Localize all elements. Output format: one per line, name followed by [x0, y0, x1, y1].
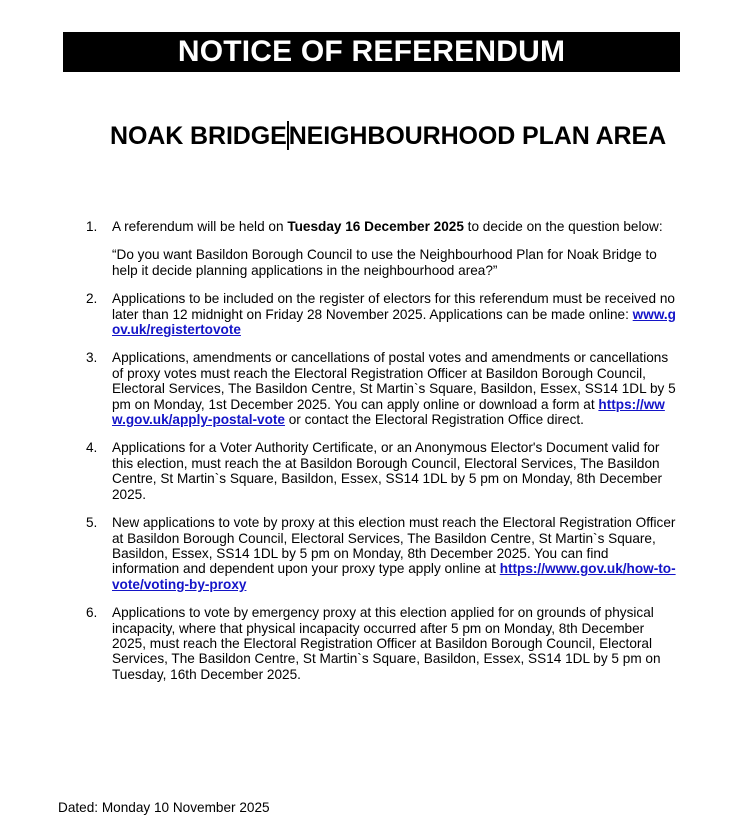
list-item — [86, 350, 678, 427]
item-text-lead: A referendum will be held on — [112, 219, 288, 234]
page-title — [110, 121, 666, 152]
referendum-date: Tuesday 16 December 2025 — [287, 219, 464, 234]
list-item — [86, 515, 678, 592]
item-text-lead: Applications, amendments or cancellations of postal votes and amendments or cancellations of proxy votes must reach the Electoral Registration Officer at Basildon Borough Council, Electoral Services, The Basildon Centre, St Martin`s Square, Basildon, Essex, SS14 1DL by 5 pm on Monday, 1st December 2025. You can apply online or download a form at — [112, 350, 676, 412]
list-item-text — [112, 605, 678, 682]
item-text-tail: to decide on the question below: — [463, 219, 663, 234]
list-item-number: 1. — [86, 219, 98, 234]
list-item-text — [112, 291, 678, 337]
item-text-lead: Applications to be included on the register of electors for this referendum must be received no later than 12 midnight on Friday 28 November 2025. Applications can be made online: — [112, 291, 675, 322]
banner-title: NOTICE OF REFERENDUM — [177, 35, 566, 68]
list-item-number: 5. — [86, 515, 98, 531]
list-item — [86, 219, 678, 278]
voting-by-proxy-link[interactable]: https://www.gov.uk/how-to-vote/voting-by-proxy — [112, 561, 676, 592]
list-item — [86, 440, 678, 502]
item-text-lead: Applications for a Voter Authority Certificate, or an Anonymous Elector's Document valid for this election, must reach the at Basildon Borough Council, Electoral Services, The Basildon Centre, St Martin`s Square, Basildon, Essex, SS14 1DL by 5 pm on Monday, 8th December 2025. — [112, 440, 663, 502]
item-text-tail: or contact the Electoral Registration Office direct. — [284, 412, 584, 428]
notice-items-list — [86, 219, 678, 682]
apply-postal-vote-link[interactable]: https://www.gov.uk/apply-postal-vote — [112, 396, 665, 428]
list-item-text — [112, 515, 678, 592]
referendum-question-quote: “Do you want Basildon Borough Council to use the Neighbourhood Plan for Noak Bridge to help it decide planning applications in the neighbourhood area?” — [112, 247, 657, 278]
list-item — [86, 605, 678, 682]
list-item-text — [112, 440, 678, 502]
register-to-vote-link[interactable]: www.gov.uk/registertovote — [112, 306, 676, 338]
page-title-part-one: NOAK BRIDGE — [110, 122, 287, 150]
list-item-number: 2. — [86, 291, 98, 307]
list-item-number: 4. — [86, 440, 98, 456]
dated-line: Dated: Monday 10 November 2025 — [58, 800, 270, 815]
list-item-text — [112, 219, 678, 234]
list-item-text — [112, 350, 678, 427]
page-title-part-two: NEIGHBOURHOOD PLAN AREA — [288, 122, 667, 150]
notice-banner — [63, 32, 680, 72]
list-item-number: 6. — [86, 605, 98, 621]
item-text-lead: New applications to vote by proxy at this election must reach the Electoral Registration Officer at Basildon Borough Council, Electoral Services, The Basildon Centre, St Martin`s Square, Basildon, Essex, SS14 1DL by 5 pm on Monday, 8th December 2025. You can find information and dependent upon your proxy type apply online at — [112, 515, 676, 577]
item-text-lead: Applications to vote by emergency proxy at this election applied for on grounds of physical incapacity, where that physical incapacity occurred after 5 pm on Monday, 8th December 2025, must reach the Electoral Registration Officer at Basildon Borough Council, Electoral Services, The Basildon Centre, St Martin`s Square, Basildon, Essex, SS14 1DL by 5 pm on Tuesday, 16th December 2025. — [112, 605, 661, 682]
list-item-number: 3. — [86, 350, 98, 366]
list-item — [86, 291, 678, 337]
